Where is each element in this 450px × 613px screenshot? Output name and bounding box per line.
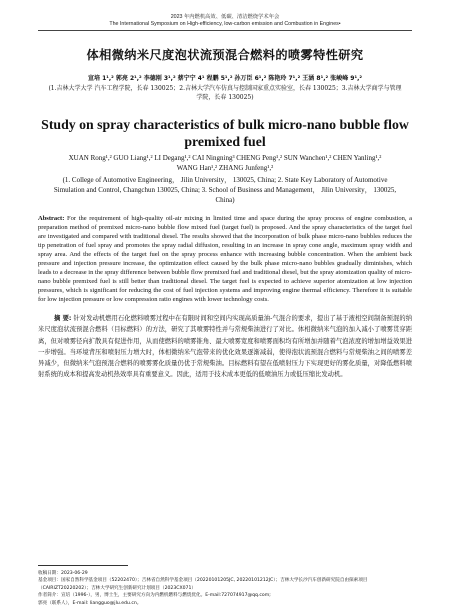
english-abstract <box>38 214 412 304</box>
english-authors: XUAN Rong¹,² GUO Liang¹,² LI Degang¹,² CAI Ningning³ CHENG Peng¹,² SUN Wanchen¹,² CHEN Yanling¹,² WANG Han¹,² ZHANG Junfeng¹,² <box>68 154 382 172</box>
footnote-contact: 郭亮（联系人），E-mail: liangguo@jlu.edu.cn。 <box>38 600 142 606</box>
chinese-abstract-text: 针对发动机燃用石化燃料喷雾过程中在有限时间和空间内实现高质量油-气混合的要求，提出了基于液相空间制备预混的纳米尺度泡状流预混合燃料（目标燃料）的方法，研究了其喷雾特性并与常规柴油进行了对比。体相微纳米气泡的加入减小了喷雾贯穿距离，但对喷雾径向扩散具有促进作用，从而使燃料的喷雾锥角、最大喷雾宽度和喷雾面积均有所增加并随着气泡浓度的增加增益效果进一步增强。当环境背压和喷射压力增大时，体相微纳米气泡带来的优化效果逐渐减弱，使得泡状流预混合燃料与常规柴油之间的喷雾差异减少，但微纳米气泡预混合燃料的喷雾雾化质量仍优于常规柴油。目标燃料有望在低喷射压力下实现更好的雾化质量，对降低燃料喷射系统的成本和提高发动机热效率具有重要意义。因此，适用于技术成本更低的低喷油压力或低压缩比发动机。 <box>38 315 412 379</box>
english-title: Study on spray characteristics of bulk micro-nano bubble flow premixed fuel <box>41 117 409 150</box>
header-line2: The International Symposium on High-efficiency, low-carbon emission and Combustion in Engines• <box>109 21 341 28</box>
header-line1: 2023 年内燃机高效、低碳、清洁燃烧学术年会 <box>170 14 280 20</box>
chinese-authors: 宣培 1¹,² 郭亮 2¹,² 李德刚 3¹,² 蔡宁宁 4¹ 程鹏 5¹,² 孙万臣 6¹,² 陈艳玲 7¹,² 王涵 8¹,² 张峻峰 9¹,² <box>88 75 362 83</box>
footnotes <box>38 565 412 607</box>
header-rule <box>38 30 412 31</box>
running-header <box>38 0 412 31</box>
footnote-author-bio: 作者简介：宣培（1996-），男，博士生，主要研究方向为内燃机燃料与燃烧优化。E-mail:727074917@qq.com; <box>38 593 271 599</box>
chinese-abstract <box>38 313 412 380</box>
chinese-affiliation: (1.吉林大学大学 汽车工程学院，长春 130025；2.吉林大学汽车仿真与控制国家重点实验室，长春 130025；3.吉林大学商学与管理学院，长春 130025) <box>48 85 402 102</box>
footnote-received: 收稿日期：2023-06-29 <box>38 571 88 576</box>
english-affiliation: (1. College of Automotive Engineering， Jilin University， 130025, China; 2. State Key Laboratory of Automotive Simulation and Control, Changchun 130025, China; 3. School of Business and Management， Jilin University， 130025, China) <box>53 176 397 204</box>
abstract-text: For the requirement of high-quality oil-air mixing in limited time and space during the spray process of engine combustion, a preparation method of premixed micro-nano bubble flow mixed fuel (target fuel) is proposed. And the spray characteristics of the target fuel are investigated and compared with traditional diesel. The results showed that the incorporation of bulk phase micro-nano bubbles reduces the tip penetration of fuel spray and promotes the spray radial diffusion, resulting in an increase in spray cone angle, maximum spray width and spray area. And the effects of the target fuel on the spray process enhance with increasing bubble concentration. When the ambient back pressure and injection pressure increase, the optimization effect caused by the bulk phase micro-nano bubbles gradually diminishes, which leads to a decrease in the spray difference between bubble flow premixed fuel and traditional diesel, but the spray atomization quality of micro-nano bubble premixed fuel is still better than traditional diesel. The target fuel is expected to achieve superior atomization at low injection pressures, which is significant for reducing the cost of fuel injection systems and improving engine thermal efficiency. Therefore it is suitable for low injection pressure or low compression ratio engines with lower technology costs. <box>38 214 413 304</box>
footnote-funding: 基金项目：国家自然科学基金项目（52202470）；吉林省自然科学基金项目（20220101205JC, 20220101212JC）；吉林大学长沙汽车创新研究院自由探索项目（CAIRIZT20220202）；吉林大学研究生创新研究计划项目（2023CX071） <box>38 578 368 591</box>
chinese-abstract-label: 摘 要: <box>54 315 72 323</box>
footnote-rule <box>38 565 128 566</box>
abstract-label: Abstract: <box>38 214 65 222</box>
chinese-title: 体相微纳米尺度泡状流预混合燃料的喷雾特性研究 <box>86 48 364 63</box>
